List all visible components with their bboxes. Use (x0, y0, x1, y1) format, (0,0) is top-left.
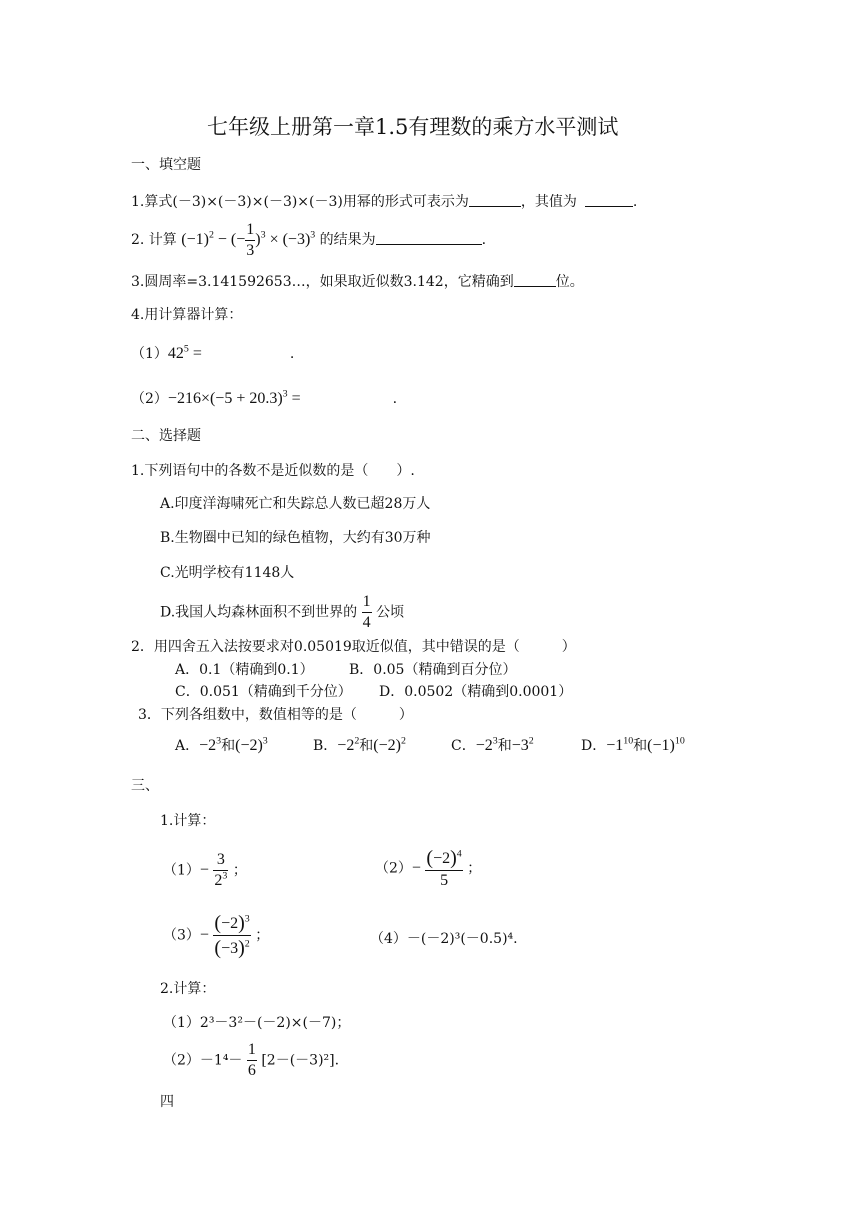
q4-2-expression: $-216\times(-5 + 20.3)^3$ = (167, 388, 301, 407)
choice-question-2-stem: 2．用四舍五入法按要求对0.05019取近似值，其中错误的是（ ） (131, 639, 576, 655)
option-label: D． (581, 738, 607, 754)
q1-mid: ，其值为 (520, 194, 577, 210)
and-word: 和 (497, 738, 512, 754)
choice-question-3-option-a: A．$-2^3$和$(-2)^3$ (175, 735, 268, 754)
q4-1-expression: $42^5$ = (167, 343, 202, 362)
item-suffix: [2－(－3)²]. (261, 1052, 340, 1069)
q3-end: 位。 (555, 274, 584, 290)
calc-1-2: （2）− $\frac{(-2)^4}{5}$ ； (375, 847, 482, 889)
option-d-prefix: D.我国人均森林面积不到世界的 (160, 604, 358, 621)
calc-2-1: （1）2³－3²－(－2)×(－7)； (163, 1015, 351, 1031)
q4-1-label: （1） (131, 346, 168, 362)
q2-suffix: 的结果为 (319, 232, 376, 249)
fill-question-4: 4.用计算器计算： (131, 307, 243, 323)
answer-blank (514, 273, 556, 287)
calc-1-title: 1.计算： (160, 813, 216, 829)
choice-question-1-option-b: B.生物圈中已知的绿色植物，大约有30万种 (160, 530, 431, 546)
semicolon: ； (467, 860, 482, 877)
choice-question-1-option-c: C.光明学校有1148人 (160, 565, 295, 581)
section-heading-four: 四 (160, 1094, 174, 1110)
choice-question-1-option-d (160, 594, 404, 631)
choice-question-3-option-c: C．$-2^3$和$-3^2$ (451, 735, 534, 754)
q4-2-label: （2） (131, 391, 168, 407)
calc-1-1: （1）− $\frac{3}{2^3}$ ； (163, 851, 247, 889)
fill-question-2 (131, 222, 486, 259)
answer-blank (585, 193, 633, 207)
q3-text: 3.圆周率=3.141592653…，如果取近似数3.142，它精确到 (131, 274, 514, 290)
option-d-suffix: 公顷 (376, 604, 405, 621)
section-heading-three: 三、 (131, 778, 159, 794)
option-label: A． (175, 738, 200, 754)
and-word: 和 (633, 738, 648, 754)
option-label: C． (451, 738, 476, 754)
fill-question-1 (131, 193, 637, 209)
choice-question-2-option-c: C．0.051（精确到千分位） (175, 684, 352, 700)
answer-blank (469, 193, 521, 207)
q2-expression: $(-1)^2$ − (− $\frac{1}{3}$ )$^3 \times (-3)^3$ (181, 221, 316, 259)
section-heading-choice: 二、选择题 (131, 428, 201, 444)
q2-end: . (481, 232, 487, 249)
calc-2-title: 2.计算： (160, 981, 216, 997)
choice-question-3-stem: 3．下列各组数中，数值相等的是（ ） (138, 707, 413, 723)
page-title: 七年级上册第一章1.5有理数的乘方水平测试 (207, 115, 619, 139)
q4-2-end: . (392, 391, 398, 407)
choice-question-2-option-b: B．0.05（精确到百分位） (349, 662, 517, 678)
q4-1-end: . (289, 346, 295, 362)
semicolon: ； (232, 862, 247, 879)
item-prefix: （2）－1⁴－ (163, 1052, 243, 1069)
choice-question-3-option-b: B．$-2^2$和$(-2)^2$ (313, 735, 406, 754)
and-word: 和 (359, 738, 374, 754)
choice-question-3-option-d: D．$-1^{10}$和$(-1)^{10}$ (581, 735, 685, 754)
calc-2-2: （2）－1⁴－ $\frac{1}{6}$ [2－(－3)²]. (163, 1041, 340, 1079)
choice-question-1-option-a: A.印度洋海啸死亡和失踪总人数已超28万人 (160, 496, 431, 512)
item-label: （2） (375, 860, 412, 877)
fill-question-3 (131, 273, 584, 289)
item-label: （1） (163, 862, 200, 879)
choice-question-2-option-d: D．0.0502（精确到0.0001） (379, 684, 573, 700)
and-word: 和 (221, 738, 236, 754)
fraction-one-quarter: $\frac{1}{4}$ (362, 593, 371, 631)
section-heading-fill: 一、填空题 (131, 157, 201, 173)
q1-end: . (632, 194, 638, 210)
item-label: （3） (163, 927, 200, 944)
fill-question-4-1 (131, 343, 295, 362)
q1-text: 1.算式(－3)×(－3)×(－3)×(－3)用幂的形式可表示为 (131, 194, 469, 210)
semicolon: ； (255, 927, 270, 944)
choice-question-2-option-a: A．0.1（精确到0.1） (175, 662, 314, 678)
option-label: B． (313, 738, 338, 754)
answer-blank (376, 231, 482, 245)
calc-1-3: （3）− $\frac{(-2)^3}{(-3)^2}$ ； (163, 912, 270, 959)
choice-question-1-stem: 1.下列语句中的各数不是近似数的是（ ）. (131, 463, 415, 479)
fill-question-4-2 (131, 388, 398, 407)
q2-prefix: 2. 计算 (131, 232, 177, 249)
calc-1-4: （4）－(－2)³(－0.5)⁴. (370, 931, 518, 947)
